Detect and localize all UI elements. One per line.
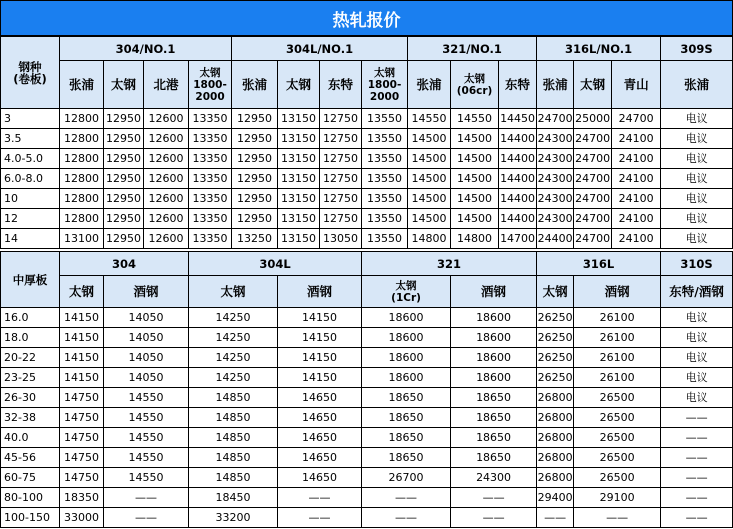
price-cell: 电议 xyxy=(661,308,733,328)
grade-header: 310S xyxy=(661,252,733,276)
table-row xyxy=(1,368,733,388)
price-cell: 14500 xyxy=(451,149,499,169)
supplier-header: 酒钢 xyxy=(451,276,537,308)
price-cell: 电议 xyxy=(661,388,733,408)
price-cell: 电议 xyxy=(661,209,733,229)
price-cell: 13150 xyxy=(278,189,320,209)
price-cell: 14550 xyxy=(451,109,499,129)
supplier-header: 青山 xyxy=(612,61,661,109)
price-cell: 14050 xyxy=(104,348,189,368)
price-cell: 12600 xyxy=(144,209,189,229)
price-cell: 13550 xyxy=(362,229,408,249)
price-cell: 14550 xyxy=(104,388,189,408)
thickness-cell: 4.0-5.0 xyxy=(1,149,60,169)
table-row xyxy=(1,149,733,169)
price-cell: 14850 xyxy=(189,408,278,428)
price-cell: 26800 xyxy=(537,448,574,468)
price-cell: 26500 xyxy=(574,468,661,488)
price-cell: 12950 xyxy=(104,189,144,209)
grade-header: 309S xyxy=(661,37,733,61)
supplier-header: 酒钢 xyxy=(574,276,661,308)
price-cell: 13350 xyxy=(189,149,232,169)
thickness-cell: 18.0 xyxy=(1,328,60,348)
thickness-cell: 10 xyxy=(1,189,60,209)
price-cell: 14150 xyxy=(278,368,362,388)
table-row xyxy=(1,109,733,129)
supplier-header: 太钢 1800- 2000 xyxy=(189,61,232,109)
price-cell: 12750 xyxy=(320,169,362,189)
price-cell: 14450 xyxy=(499,109,537,129)
price-cell: 14050 xyxy=(104,368,189,388)
price-cell: 14500 xyxy=(408,209,451,229)
price-cell: 14250 xyxy=(189,308,278,328)
price-cell: 25000 xyxy=(574,109,612,129)
price-cell: 14250 xyxy=(189,368,278,388)
price-cell: 14550 xyxy=(104,408,189,428)
price-cell: 14150 xyxy=(60,308,104,328)
thickness-cell: 26-30 xyxy=(1,388,60,408)
price-cell: —— xyxy=(537,508,574,528)
price-cell: 13550 xyxy=(362,109,408,129)
price-cell: 24300 xyxy=(537,149,574,169)
price-cell: 12950 xyxy=(232,129,278,149)
price-cell: 24700 xyxy=(574,169,612,189)
price-cell: 26100 xyxy=(574,348,661,368)
price-cell: 14850 xyxy=(189,388,278,408)
price-cell: 14550 xyxy=(408,109,451,129)
price-cell: 12750 xyxy=(320,129,362,149)
price-cell: 24700 xyxy=(574,129,612,149)
price-cell: 13250 xyxy=(232,229,278,249)
price-cell: 14550 xyxy=(104,428,189,448)
grade-header: 321 xyxy=(362,252,537,276)
price-cell: 14750 xyxy=(60,408,104,428)
price-cell: 14400 xyxy=(499,129,537,149)
price-cell: 12950 xyxy=(104,229,144,249)
price-cell: 18650 xyxy=(362,448,451,468)
table-row xyxy=(1,209,733,229)
price-cell: 13150 xyxy=(278,109,320,129)
price-cell: 14250 xyxy=(189,348,278,368)
price-cell: 24100 xyxy=(612,169,661,189)
price-cell: 14150 xyxy=(278,328,362,348)
price-cell: 29100 xyxy=(574,488,661,508)
price-cell: 18450 xyxy=(189,488,278,508)
price-cell: 14400 xyxy=(499,189,537,209)
table-row xyxy=(1,229,733,249)
hot-rolled-supplier-row xyxy=(1,61,733,109)
price-cell: 电议 xyxy=(661,368,733,388)
price-cell: 14500 xyxy=(408,189,451,209)
price-cell: 12600 xyxy=(144,149,189,169)
price-cell: 电议 xyxy=(661,348,733,368)
price-cell: 14500 xyxy=(451,129,499,149)
price-cell: 26700 xyxy=(362,468,451,488)
price-cell: 13350 xyxy=(189,109,232,129)
price-cell: 33000 xyxy=(60,508,104,528)
price-cell: 电议 xyxy=(661,129,733,149)
price-cell: 24700 xyxy=(574,149,612,169)
price-cell: 13350 xyxy=(189,169,232,189)
price-cell: 14650 xyxy=(278,468,362,488)
price-cell: 26250 xyxy=(537,308,574,328)
price-cell: 18600 xyxy=(362,328,451,348)
table-row xyxy=(1,428,733,448)
thickness-cell: 20-22 xyxy=(1,348,60,368)
price-cell: 24300 xyxy=(537,129,574,149)
thickness-cell: 23-25 xyxy=(1,368,60,388)
supplier-header: 酒钢 xyxy=(278,276,362,308)
price-cell: 12600 xyxy=(144,229,189,249)
supplier-header: 太钢 xyxy=(189,276,278,308)
price-cell: —— xyxy=(661,468,733,488)
price-cell: 14700 xyxy=(499,229,537,249)
thickness-cell: 3.5 xyxy=(1,129,60,149)
price-cell: 14650 xyxy=(278,448,362,468)
price-cell: 14550 xyxy=(104,468,189,488)
price-cell: 14150 xyxy=(278,308,362,328)
price-cell: 14500 xyxy=(451,169,499,189)
price-cell: 12800 xyxy=(60,149,104,169)
price-cell: 18600 xyxy=(362,368,451,388)
price-cell: 12800 xyxy=(60,129,104,149)
price-cell: 24300 xyxy=(537,209,574,229)
price-cell: 13150 xyxy=(278,229,320,249)
hot-rolled-section xyxy=(1,37,733,249)
thickness-cell: 3 xyxy=(1,109,60,129)
supplier-header: 东特 xyxy=(320,61,362,109)
price-cell: 13150 xyxy=(278,169,320,189)
price-cell: 13350 xyxy=(189,209,232,229)
price-cell: 13150 xyxy=(278,149,320,169)
price-cell: 电议 xyxy=(661,189,733,209)
supplier-header: 酒钢 xyxy=(104,276,189,308)
price-cell: 14500 xyxy=(408,169,451,189)
price-cell: 24300 xyxy=(537,169,574,189)
price-cell: 26100 xyxy=(574,308,661,328)
price-cell: 14150 xyxy=(60,328,104,348)
price-cell: 14550 xyxy=(104,448,189,468)
price-cell: 14850 xyxy=(189,428,278,448)
supplier-header: 张浦 xyxy=(408,61,451,109)
price-cell: 14650 xyxy=(278,428,362,448)
price-cell: 14500 xyxy=(451,209,499,229)
price-cell: 12600 xyxy=(144,129,189,149)
table-row xyxy=(1,468,733,488)
price-cell: 14400 xyxy=(499,149,537,169)
price-cell: 26100 xyxy=(574,328,661,348)
price-cell: 13550 xyxy=(362,169,408,189)
price-cell: 13550 xyxy=(362,149,408,169)
price-cell: 14650 xyxy=(278,408,362,428)
price-cell: 12950 xyxy=(104,169,144,189)
price-cell: 18600 xyxy=(451,328,537,348)
price-cell: 14750 xyxy=(60,388,104,408)
price-cell: 12950 xyxy=(104,129,144,149)
price-cell: 12750 xyxy=(320,209,362,229)
price-cell: 14150 xyxy=(278,348,362,368)
table-row xyxy=(1,408,733,428)
price-cell: 14500 xyxy=(408,149,451,169)
price-cell: 14800 xyxy=(451,229,499,249)
thickness-cell: 16.0 xyxy=(1,308,60,328)
price-cell: 26500 xyxy=(574,428,661,448)
supplier-header: 张浦 xyxy=(537,61,574,109)
price-cell: 12950 xyxy=(232,209,278,229)
price-cell: —— xyxy=(278,508,362,528)
price-cell: 24100 xyxy=(612,229,661,249)
price-cell: —— xyxy=(574,508,661,528)
supplier-header: 太钢 1800- 2000 xyxy=(362,61,408,109)
table-row xyxy=(1,388,733,408)
grade-header: 321/NO.1 xyxy=(408,37,537,61)
price-cell: 13550 xyxy=(362,129,408,149)
price-cell: 26500 xyxy=(574,448,661,468)
price-cell: 12750 xyxy=(320,149,362,169)
price-cell: 12600 xyxy=(144,109,189,129)
price-cell: 14750 xyxy=(60,468,104,488)
price-cell: —— xyxy=(362,508,451,528)
price-cell: 26500 xyxy=(574,408,661,428)
price-cell: 14050 xyxy=(104,328,189,348)
price-cell: 12950 xyxy=(232,189,278,209)
price-cell: 12950 xyxy=(104,149,144,169)
price-cell: 18600 xyxy=(362,348,451,368)
price-cell: 18350 xyxy=(60,488,104,508)
hot-rolled-corner-label: 钢种 (卷板) xyxy=(1,37,60,109)
price-cell: 14750 xyxy=(60,428,104,448)
price-cell: 12750 xyxy=(320,109,362,129)
table-row xyxy=(1,129,733,149)
price-cell: 12950 xyxy=(232,169,278,189)
price-cell: 18650 xyxy=(362,388,451,408)
price-cell: 12800 xyxy=(60,169,104,189)
price-cell: 12800 xyxy=(60,189,104,209)
thickness-cell: 100-150 xyxy=(1,508,60,528)
hot-rolled-grade-row xyxy=(1,37,733,61)
price-cell: 电议 xyxy=(661,229,733,249)
grade-header: 304L/NO.1 xyxy=(232,37,408,61)
table-row xyxy=(1,328,733,348)
price-cell: —— xyxy=(278,488,362,508)
grade-header: 304 xyxy=(60,252,189,276)
price-cell: 14150 xyxy=(60,368,104,388)
supplier-header: 太钢 xyxy=(60,276,104,308)
price-cell: 13050 xyxy=(320,229,362,249)
medium-plate-corner-label: 中厚板 xyxy=(1,252,60,308)
price-cell: 13550 xyxy=(362,189,408,209)
price-cell: 12600 xyxy=(144,189,189,209)
price-cell: —— xyxy=(661,448,733,468)
price-cell: 电议 xyxy=(661,109,733,129)
supplier-header: 北港 xyxy=(144,61,189,109)
price-cell: 26250 xyxy=(537,368,574,388)
price-cell: —— xyxy=(451,508,537,528)
thickness-cell: 12 xyxy=(1,209,60,229)
price-cell: 24700 xyxy=(574,189,612,209)
price-cell: 26100 xyxy=(574,368,661,388)
grade-header: 304/NO.1 xyxy=(60,37,232,61)
thickness-cell: 80-100 xyxy=(1,488,60,508)
price-cell: 14150 xyxy=(60,348,104,368)
medium-plate-section xyxy=(1,249,733,528)
price-cell: 14050 xyxy=(104,308,189,328)
sheet-title: 热轧报价 xyxy=(0,0,733,36)
price-cell: 14800 xyxy=(408,229,451,249)
price-cell: 24700 xyxy=(574,209,612,229)
price-cell: 24400 xyxy=(537,229,574,249)
thickness-cell: 40.0 xyxy=(1,428,60,448)
price-cell: 33200 xyxy=(189,508,278,528)
price-cell: 13350 xyxy=(189,129,232,149)
price-cell: 14850 xyxy=(189,448,278,468)
price-cell: 26800 xyxy=(537,428,574,448)
price-cell: —— xyxy=(661,428,733,448)
price-cell: 电议 xyxy=(661,169,733,189)
table-row xyxy=(1,508,733,528)
price-cell: 14400 xyxy=(499,169,537,189)
price-cell: 18600 xyxy=(451,348,537,368)
thickness-cell: 14 xyxy=(1,229,60,249)
table-row xyxy=(1,348,733,368)
supplier-header: 张浦 xyxy=(232,61,278,109)
price-cell: 24100 xyxy=(612,129,661,149)
thickness-cell: 45-56 xyxy=(1,448,60,468)
table-row xyxy=(1,169,733,189)
price-cell: 12800 xyxy=(60,209,104,229)
price-cell: 14500 xyxy=(408,129,451,149)
price-table xyxy=(0,36,733,528)
thickness-cell: 60-75 xyxy=(1,468,60,488)
table-row xyxy=(1,308,733,328)
price-cell: 24700 xyxy=(574,229,612,249)
price-cell: 电议 xyxy=(661,328,733,348)
price-cell: —— xyxy=(661,508,733,528)
supplier-header: 张浦 xyxy=(661,61,733,109)
supplier-header: 太钢 xyxy=(537,276,574,308)
price-cell: —— xyxy=(451,488,537,508)
price-cell: 14400 xyxy=(499,209,537,229)
supplier-header: 太钢 (1Cr) xyxy=(362,276,451,308)
price-cell: 18600 xyxy=(451,368,537,388)
table-row xyxy=(1,448,733,468)
price-cell: 29400 xyxy=(537,488,574,508)
price-cell: 14650 xyxy=(278,388,362,408)
price-cell: 12950 xyxy=(232,109,278,129)
price-cell: 18600 xyxy=(451,308,537,328)
thickness-cell: 6.0-8.0 xyxy=(1,169,60,189)
price-cell: 13100 xyxy=(60,229,104,249)
price-cell: 18650 xyxy=(451,388,537,408)
price-cell: —— xyxy=(104,508,189,528)
price-cell: 13350 xyxy=(189,189,232,209)
price-cell: 14250 xyxy=(189,328,278,348)
price-cell: 12800 xyxy=(60,109,104,129)
price-cell: 13550 xyxy=(362,209,408,229)
thickness-cell: 32-38 xyxy=(1,408,60,428)
price-cell: 14750 xyxy=(60,448,104,468)
price-cell: 26250 xyxy=(537,348,574,368)
price-cell: 18650 xyxy=(362,408,451,428)
grade-header: 316L xyxy=(537,252,661,276)
medium-plate-supplier-row xyxy=(1,276,733,308)
supplier-header: 张浦 xyxy=(60,61,104,109)
supplier-header: 太钢 xyxy=(278,61,320,109)
price-cell: 24100 xyxy=(612,149,661,169)
grade-header: 316L/NO.1 xyxy=(537,37,661,61)
price-cell: 电议 xyxy=(661,149,733,169)
supplier-header: 太钢 (06cr) xyxy=(451,61,499,109)
supplier-header: 东特/酒钢 xyxy=(661,276,733,308)
price-cell: 18650 xyxy=(451,428,537,448)
price-cell: 26500 xyxy=(574,388,661,408)
price-cell: 13350 xyxy=(189,229,232,249)
price-cell: 26800 xyxy=(537,468,574,488)
price-cell: 12950 xyxy=(232,149,278,169)
price-cell: 12750 xyxy=(320,189,362,209)
price-cell: 24100 xyxy=(612,209,661,229)
price-cell: 18650 xyxy=(362,428,451,448)
price-cell: 13150 xyxy=(278,129,320,149)
price-cell: 13150 xyxy=(278,209,320,229)
price-cell: 26250 xyxy=(537,328,574,348)
supplier-header: 太钢 xyxy=(574,61,612,109)
price-cell: 24700 xyxy=(537,109,574,129)
price-cell: 12600 xyxy=(144,169,189,189)
supplier-header: 东特 xyxy=(499,61,537,109)
price-cell: 12950 xyxy=(104,109,144,129)
price-cell: 18600 xyxy=(362,308,451,328)
price-cell: 14500 xyxy=(451,189,499,209)
table-row xyxy=(1,488,733,508)
price-cell: 26800 xyxy=(537,408,574,428)
price-cell: 24300 xyxy=(537,189,574,209)
price-cell: —— xyxy=(104,488,189,508)
price-cell: —— xyxy=(661,488,733,508)
medium-plate-grade-row xyxy=(1,252,733,276)
price-cell: —— xyxy=(362,488,451,508)
price-cell: 24100 xyxy=(612,189,661,209)
price-cell: 14850 xyxy=(189,468,278,488)
price-cell: 24300 xyxy=(451,468,537,488)
table-row xyxy=(1,189,733,209)
grade-header: 304L xyxy=(189,252,362,276)
price-cell: 18650 xyxy=(451,408,537,428)
supplier-header: 太钢 xyxy=(104,61,144,109)
price-cell: —— xyxy=(661,408,733,428)
price-cell: 26800 xyxy=(537,388,574,408)
price-cell: 12950 xyxy=(104,209,144,229)
price-cell: 18650 xyxy=(451,448,537,468)
price-cell: 24700 xyxy=(612,109,661,129)
